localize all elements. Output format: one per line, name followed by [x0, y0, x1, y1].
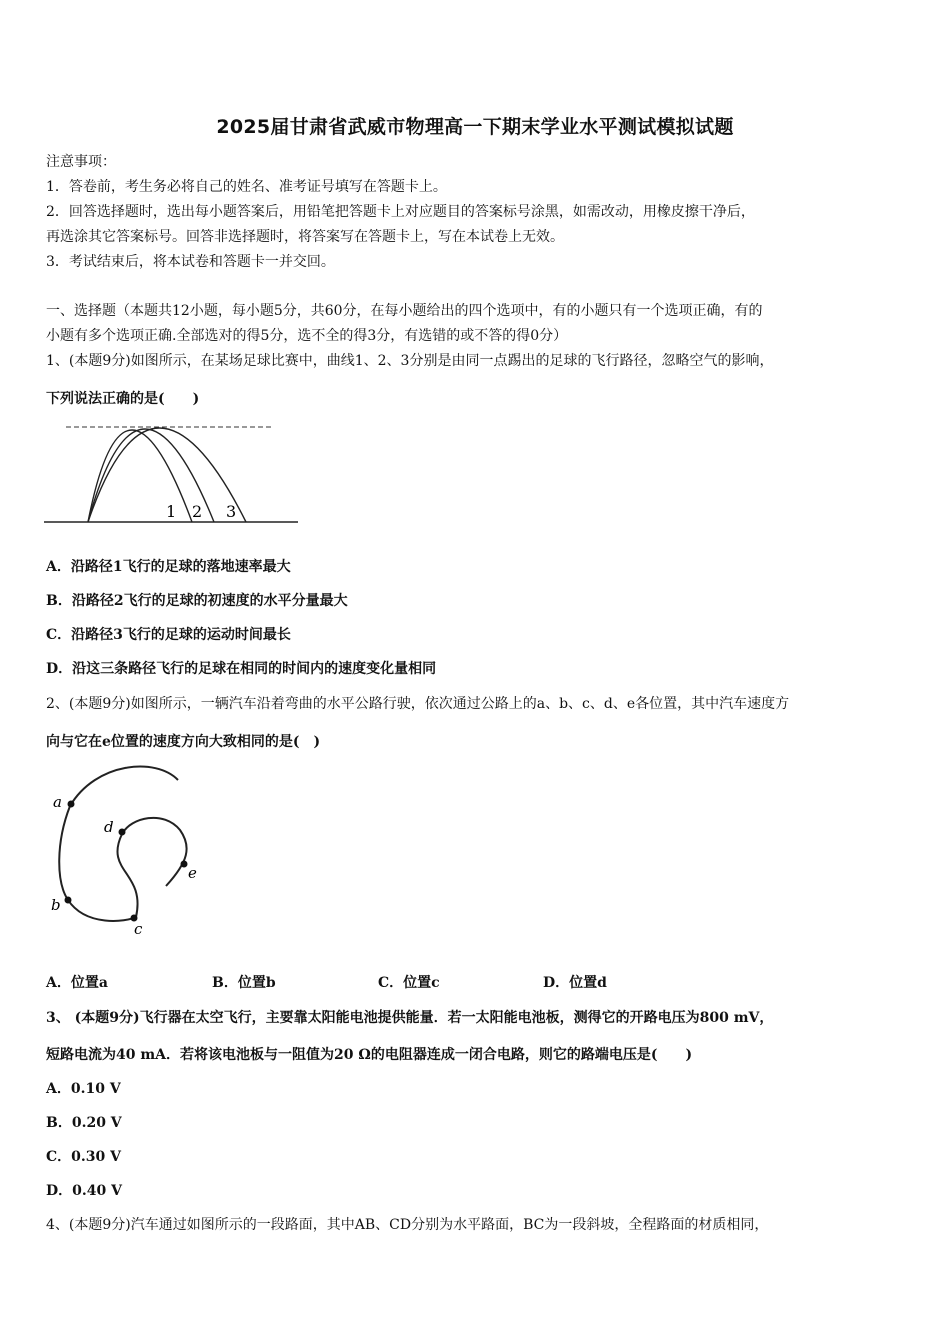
notice-item-2: 2．回答选择题时，选出每小题答案后，用铅笔把答题卡上对应题目的答案标号涂黑，如需改动，用橡皮擦干净后，: [46, 204, 755, 220]
road-curve-left: [59, 806, 136, 921]
path-label-3: 3: [226, 502, 237, 521]
point-label-c: c: [134, 920, 143, 938]
q3-option-a[interactable]: A．0.10 V: [46, 1081, 121, 1097]
q1-trajectory-figure: [44, 418, 300, 528]
point-d-dot: [119, 829, 126, 836]
point-label-a: a: [53, 793, 62, 811]
notice-item-3: 3．考试结束后，将本试卷和答题卡一并交回。: [46, 254, 335, 270]
q2-road-figure: [46, 762, 216, 942]
section-intro-line-1: 一、选择题（本题共12小题，每小题5分，共60分，在每小题给出的四个选项中，有的小题只有一个选项正确，有的: [46, 303, 763, 319]
point-label-e: e: [188, 864, 197, 882]
q2-option-d[interactable]: D．位置d: [543, 975, 607, 991]
q1-stem-line-2: 下列说法正确的是( ): [46, 391, 200, 407]
q2-option-c[interactable]: C．位置c: [378, 975, 440, 991]
q3-stem-line-2: 短路电流为40 mA．若将该电池板与一阻值为20 Ω的电阻器连成一闭合电路，则它的路端电压是( ): [46, 1047, 693, 1063]
q3-option-d[interactable]: D．0.40 V: [46, 1183, 122, 1199]
notice-item-2-cont: 再选涂其它答案标号。回答非选择题时，将答案写在答题卡上，写在本试卷上无效。: [46, 229, 564, 245]
q3-stem-line-1: 3、 (本题9分)飞行器在太空飞行，主要靠太阳能电池提供能量．若一太阳能电池板，测得它的开路电压为800 mV，: [46, 1010, 774, 1026]
road-curve-inner: [117, 818, 186, 917]
notice-heading: 注意事项：: [46, 154, 116, 170]
q1-option-b[interactable]: B．沿路径2飞行的足球的初速度的水平分量最大: [46, 593, 348, 609]
q2-option-a[interactable]: A．位置a: [46, 975, 108, 991]
road-curve-top: [70, 767, 178, 806]
point-label-b: b: [51, 896, 61, 914]
q3-option-b[interactable]: B．0.20 V: [46, 1115, 122, 1131]
path-label-2: 2: [192, 502, 203, 521]
q2-option-b[interactable]: B．位置b: [212, 975, 276, 991]
section-intro-line-2: 小题有多个选项正确.全部选对的得5分，选不全的得3分，有选错的或不答的得0分）: [46, 328, 568, 344]
q2-stem-line-2: 向与它在e位置的速度方向大致相同的是( ): [46, 734, 321, 750]
path-label-1: 1: [166, 502, 177, 521]
q1-option-c[interactable]: C．沿路径3飞行的足球的运动时间最长: [46, 627, 291, 643]
q3-option-c[interactable]: C．0.30 V: [46, 1149, 121, 1165]
point-label-d: d: [104, 818, 114, 836]
point-e-dot: [181, 861, 188, 868]
q2-stem-line-1: 2、(本题9分)如图所示，一辆汽车沿着弯曲的水平公路行驶，依次通过公路上的a、b、c、d、e各位置，其中汽车速度方: [46, 696, 790, 712]
notice-item-1: 1．答卷前，考生务必将自己的姓名、准考证号填写在答题卡上。: [46, 179, 447, 195]
point-a-dot: [68, 801, 75, 808]
q4-stem-line-1: 4、(本题9分)汽车通过如图所示的一段路面，其中AB、CD分别为水平路面，BC为一段斜坡，全程路面的材质相同，: [46, 1217, 769, 1233]
page-title: 2025届甘肃省武威市物理高一下期末学业水平测试模拟试题: [216, 116, 734, 138]
q1-stem-line-1: 1、(本题9分)如图所示，在某场足球比赛中，曲线1、2、3分别是由同一点踢出的足球的飞行路径，忽略空气的影响，: [46, 353, 774, 369]
q1-option-a[interactable]: A．沿路径1飞行的足球的落地速率最大: [46, 559, 291, 575]
point-b-dot: [65, 897, 72, 904]
q1-option-d[interactable]: D．沿这三条路径飞行的足球在相同的时间内的速度变化量相同: [46, 661, 437, 677]
